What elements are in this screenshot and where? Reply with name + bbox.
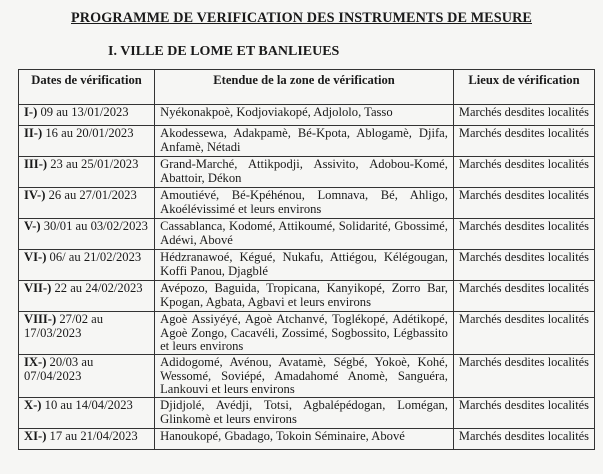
section-title: I. VILLE DE LOME ET BANLIEUES: [108, 44, 340, 59]
row-number: V-): [24, 219, 41, 233]
table-row: [19, 355, 595, 398]
row-number: XI-): [24, 429, 47, 443]
row-number: IV-): [24, 188, 46, 202]
row-zone: Grand-Marché, Attikpodji, Assivito, Adobou-Komé, Abattoir, Dékon: [155, 157, 454, 188]
table-body: [19, 105, 595, 450]
row-number: VII-): [24, 281, 52, 295]
row-dates: 20/03 au 07/04/2023: [24, 355, 94, 383]
row-lieu: Marchés desdites localités: [453, 250, 594, 281]
row-number: VI-): [24, 250, 47, 264]
row-dates: 09 au 13/01/2023: [40, 105, 129, 119]
row-zone: Akodessewa, Adakpamè, Bé-Kpota, Ablogamè, Djifa, Anfamè, Nétadi: [155, 126, 454, 157]
row-number: X-): [24, 398, 42, 412]
table-row: [19, 250, 595, 281]
row-lieu: Marchés desdites localités: [453, 398, 594, 429]
row-number: IX-): [24, 355, 47, 369]
row-zone: Agoè Assiyéyé, Agoè Atchanvé, Toglékopé, Adétikopé, Agoè Zongo, Cacavéli, Zossimé, Sogbossito, Légbassito et leurs environs: [155, 312, 454, 355]
row-dates: 10 au 14/04/2023: [44, 398, 133, 412]
table-header-row: [19, 70, 595, 105]
row-dates-cell: [19, 105, 155, 126]
table-row: [19, 188, 595, 219]
row-dates-cell: [19, 219, 155, 250]
row-dates-cell: [19, 126, 155, 157]
row-lieu: Marchés desdites localités: [453, 188, 594, 219]
row-dates: 23 au 25/01/2023: [50, 157, 139, 171]
row-dates-cell: [19, 355, 155, 398]
row-lieu: Marchés desdites localités: [453, 429, 594, 450]
row-number: VIII-): [24, 312, 57, 326]
header-lieux: Lieux de vérification: [453, 70, 594, 105]
row-zone: Cassablanca, Kodomé, Attikoumé, Solidarité, Gbossimé, Adéwi, Abové: [155, 219, 454, 250]
verification-schedule-table: [18, 69, 595, 450]
header-zone: Etendue de la zone de vérification: [155, 70, 454, 105]
row-dates-cell: [19, 429, 155, 450]
table-row: [19, 281, 595, 312]
row-dates: 26 au 27/01/2023: [48, 188, 137, 202]
row-lieu: Marchés desdites localités: [453, 219, 594, 250]
row-dates: 06/ au 21/02/2023: [49, 250, 142, 264]
table-row: [19, 157, 595, 188]
row-zone: Avépozo, Baguida, Tropicana, Kanyikopé, Zorro Bar, Kpogan, Agbata, Agbavi et leurs environs: [155, 281, 454, 312]
row-lieu: Marchés desdites localités: [453, 281, 594, 312]
row-lieu: Marchés desdites localités: [453, 105, 594, 126]
row-lieu: Marchés desdites localités: [453, 157, 594, 188]
row-zone: Hanoukopé, Gbadago, Tokoin Séminaire, Abové: [155, 429, 454, 450]
row-dates-cell: [19, 398, 155, 429]
row-lieu: Marchés desdites localités: [453, 312, 594, 355]
table-row: [19, 312, 595, 355]
row-dates-cell: [19, 312, 155, 355]
row-dates: 17 au 21/04/2023: [49, 429, 138, 443]
table-row: [19, 429, 595, 450]
row-lieu: Marchés desdites localités: [453, 355, 594, 398]
row-dates: 22 au 24/02/2023: [54, 281, 143, 295]
row-zone: Djidjolé, Avédji, Totsi, Agbalépédogan, Lomégan, Glinkomè et leurs environs: [155, 398, 454, 429]
document-title: PROGRAMME DE VERIFICATION DES INSTRUMENTS DE MESURE: [71, 10, 532, 26]
row-number: III-): [24, 157, 48, 171]
row-dates-cell: [19, 188, 155, 219]
table-row: [19, 105, 595, 126]
table-row: [19, 219, 595, 250]
row-dates-cell: [19, 250, 155, 281]
row-zone: Amoutiévé, Bé-Kpéhénou, Lomnava, Bé, Ahligo, Akoélévissimé et leurs environs: [155, 188, 454, 219]
row-zone: Hédzranawoé, Kégué, Nukafu, Attiégou, Kélégougan, Koffi Panou, Djagblé: [155, 250, 454, 281]
row-dates-cell: [19, 281, 155, 312]
row-zone: Nyékonakpoè, Kodjoviakopé, Adjololo, Tasso: [155, 105, 454, 126]
row-number: II-): [24, 126, 43, 140]
row-number: I-): [24, 105, 38, 119]
row-dates: 30/01 au 03/02/2023: [43, 219, 148, 233]
table-row: [19, 398, 595, 429]
row-dates: 16 au 20/01/2023: [45, 126, 134, 140]
header-dates: Dates de vérification: [19, 70, 155, 105]
table-row: [19, 126, 595, 157]
row-lieu: Marchés desdites localités: [453, 126, 594, 157]
row-dates-cell: [19, 157, 155, 188]
row-zone: Adidogomé, Avénou, Avatamè, Ségbé, Yokoè, Kohé, Wessomé, Soviépé, Amadahomé Anomè, Sanguéra, Lankouvi et leurs environs: [155, 355, 454, 398]
row-dates: 27/02 au 17/03/2023: [24, 312, 104, 340]
